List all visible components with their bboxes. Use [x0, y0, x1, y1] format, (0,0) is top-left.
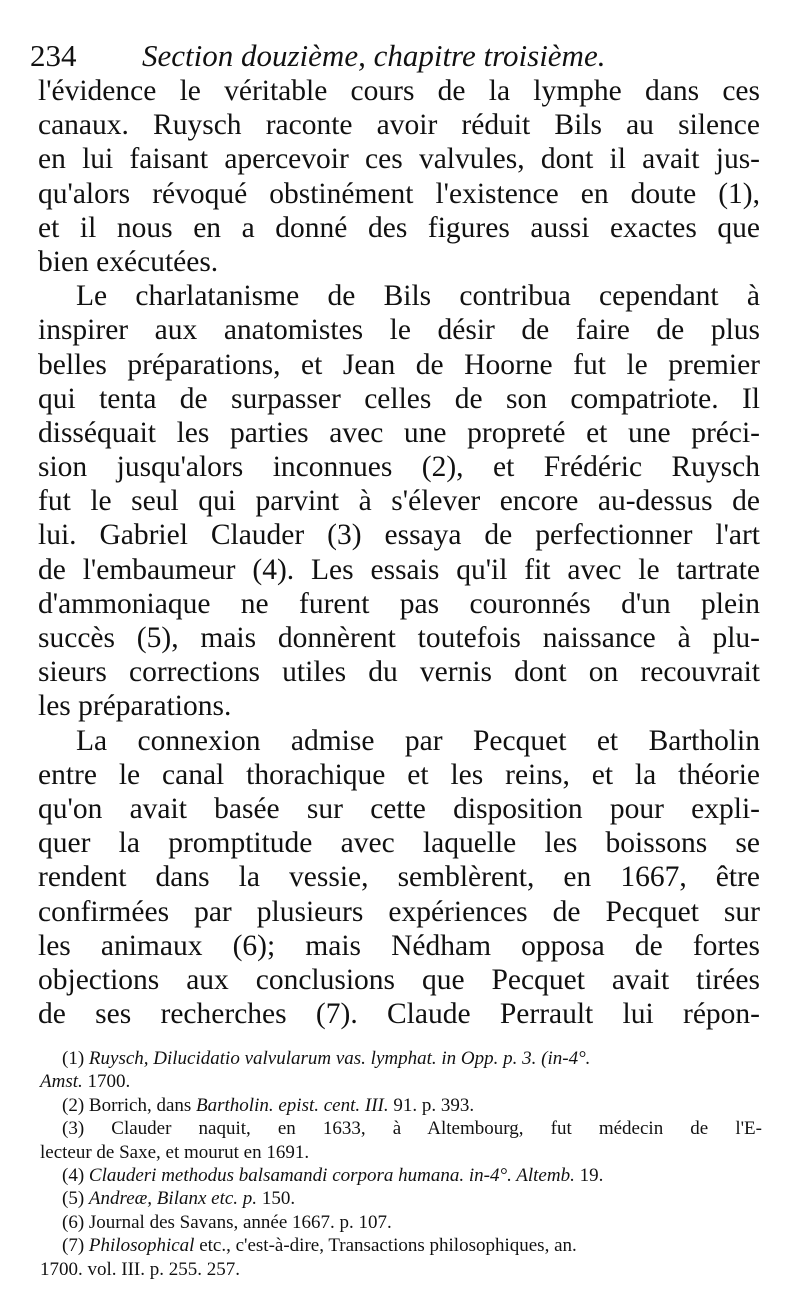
text-line: en lui faisant apercevoir ces valvules, dont il avait jus-	[38, 143, 760, 176]
footnote-text: 19.	[574, 1164, 604, 1186]
footnote-7-continued: 1700. vol. III. p. 255. 257.	[40, 1258, 241, 1280]
text-line: sieurs corrections utiles du vernis dont on recouvrait	[38, 656, 760, 689]
footnotes	[40, 1047, 762, 1281]
main-text	[38, 74, 760, 1031]
footnote-citation: Bartholin. epist. cent. III.	[196, 1094, 389, 1116]
footnote-6: (6) Journal des Savans, année 1667. p. 107.	[62, 1211, 392, 1233]
text-line: La connexion admise par Pecquet et Bartholin	[76, 724, 760, 757]
text-line: belles préparations, et Jean de Hoorne fut le premier	[38, 348, 760, 381]
footnote-marker: (5)	[62, 1188, 85, 1210]
footnote-7	[40, 1234, 762, 1257]
footnote-4	[40, 1164, 762, 1187]
text-line: objections aux conclusions que Pecquet avait tirées	[38, 963, 760, 996]
footnote-text: 91. p. 393.	[388, 1094, 475, 1116]
text-line: disséquait les parties avec une propreté et une préci-	[38, 416, 760, 449]
text-line: de ses recherches (7). Claude Perrault lui répon-	[38, 998, 760, 1031]
text-line: d'ammoniaque ne furent pas couronnés d'un plein	[38, 587, 760, 620]
footnote-5	[40, 1187, 762, 1210]
text-line: de l'embaumeur (4). Les essais qu'il fit avec le tartrate	[38, 553, 760, 586]
page-number: 234	[30, 38, 77, 73]
running-title: Section douzième, chapitre troisième.	[142, 38, 606, 73]
text-line: sion jusqu'alors inconnues (2), et Frédéric Ruysch	[38, 451, 760, 484]
page-header	[30, 38, 750, 78]
text-line: qu'alors révoqué obstinément l'existence en doute (1),	[38, 177, 760, 210]
footnote-citation: Ruysch, Dilucidatio valvularum vas. lymphat. in Opp. p. 3. (in-4°.	[88, 1048, 591, 1069]
text-line: lui. Gabriel Clauder (3) essaya de perfectionner l'art	[38, 519, 760, 552]
footnote-3: (3) Clauder naquit, en 1633, à Altembourg, fut médecin de l'E-	[62, 1118, 762, 1140]
footnote-citation: Amst.	[40, 1071, 83, 1093]
footnote-text: etc., c'est-à-dire, Transactions philosophiques, an.	[194, 1235, 577, 1257]
footnote-text: 1700.	[82, 1071, 131, 1093]
footnote-1	[40, 1047, 762, 1070]
footnote-text: Borrich, dans	[84, 1094, 197, 1116]
text-line: confirmées par plusieurs expériences de Pecquet sur	[38, 895, 760, 928]
text-line: et il nous en a donné des figures aussi exactes que	[38, 211, 760, 244]
footnote-citation: Philosophical	[88, 1235, 195, 1257]
footnote-1-continued	[40, 1070, 762, 1093]
footnote-text: 150.	[257, 1188, 296, 1210]
text-line: qu'on avait basée sur cette disposition pour expli-	[38, 792, 760, 825]
footnote-marker: (1)	[62, 1048, 85, 1069]
text-line: entre le canal thorachique et les reins, et la théorie	[38, 758, 760, 791]
footnote-marker: (4)	[62, 1164, 85, 1186]
footnote-3-continued: lecteur de Saxe, et mourut en 1691.	[40, 1141, 310, 1163]
text-line: les animaux (6); mais Nédham opposa de fortes	[38, 929, 760, 962]
text-line: canaux. Ruysch raconte avoir réduit Bils au silence	[38, 109, 760, 142]
text-line: Le charlatanisme de Bils contribua cependant à	[76, 280, 760, 313]
text-line: les préparations.	[38, 690, 232, 723]
text-line: rendent dans la vessie, semblèrent, en 1667, être	[38, 861, 760, 894]
text-line: succès (5), mais donnèrent toutefois naissance à plu-	[38, 622, 760, 654]
footnote-2	[40, 1094, 762, 1117]
footnote-citation: Andreæ, Bilanx etc. p.	[88, 1188, 258, 1210]
text-line: inspirer aux anatomistes le désir de faire de plus	[38, 314, 760, 347]
text-line: l'évidence le véritable cours de la lymphe dans ces	[38, 75, 760, 107]
footnote-marker: (2)	[62, 1094, 85, 1116]
text-line: bien exécutées.	[38, 245, 219, 278]
footnote-citation: Clauderi methodus balsamandi corpora humana. in-4°. Altemb.	[88, 1164, 575, 1186]
text-line: quer la promptitude avec laquelle les boissons se	[38, 827, 760, 860]
text-line: fut le seul qui parvint à s'élever encore au-dessus de	[38, 485, 760, 518]
text-line: qui tenta de surpasser celles de son compatriote. Il	[38, 382, 760, 415]
footnote-marker: (7)	[62, 1235, 85, 1257]
